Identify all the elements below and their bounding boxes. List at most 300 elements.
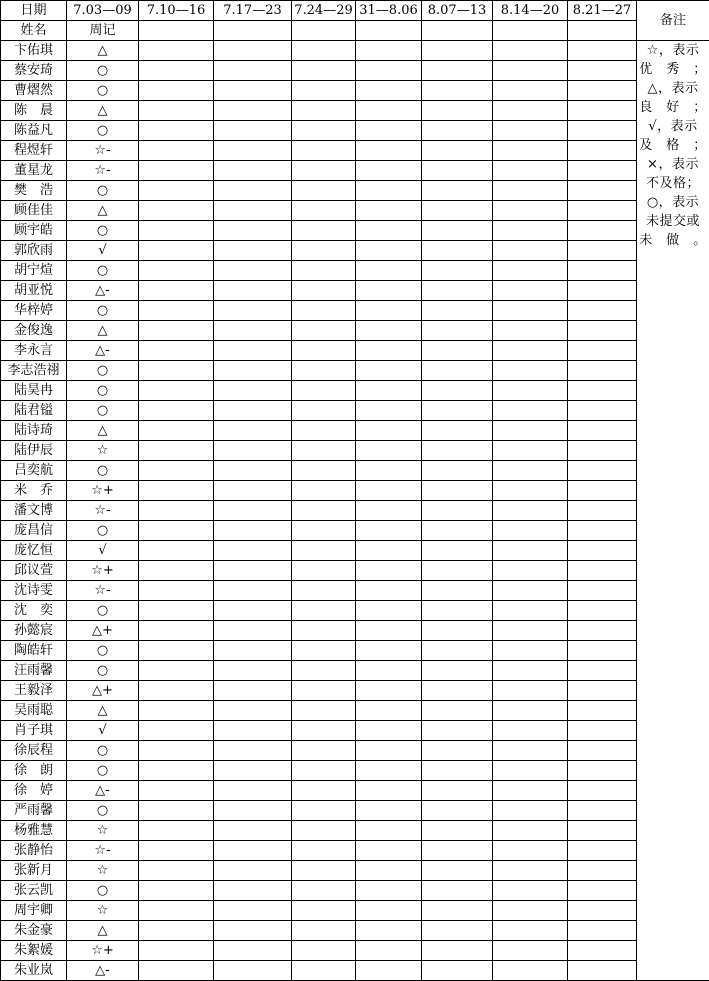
empty-cell	[493, 201, 568, 221]
student-name: 李志浩祤	[1, 361, 67, 381]
empty-cell	[568, 161, 637, 181]
empty-cell	[214, 301, 292, 321]
empty-cell	[568, 241, 637, 261]
table-row	[1, 61, 709, 81]
empty-cell	[139, 621, 214, 641]
empty-cell	[356, 821, 422, 841]
weekly-mark: ☆-	[67, 161, 139, 181]
empty-cell	[422, 401, 493, 421]
empty-cell	[139, 261, 214, 281]
empty-cell	[493, 821, 568, 841]
empty-cell	[493, 141, 568, 161]
empty-cell	[568, 541, 637, 561]
empty-cell	[422, 881, 493, 901]
empty-cell	[356, 421, 422, 441]
empty-cell	[422, 781, 493, 801]
empty-cell	[292, 761, 356, 781]
empty-cell	[214, 921, 292, 941]
student-name: 朱金豪	[1, 921, 67, 941]
empty-cell	[214, 161, 292, 181]
weekly-mark: ○	[67, 601, 139, 621]
empty-cell	[356, 601, 422, 621]
empty-cell	[422, 561, 493, 581]
empty-cell	[139, 181, 214, 201]
student-name: 杨雅慧	[1, 821, 67, 841]
empty-cell	[422, 661, 493, 681]
empty-cell	[422, 941, 493, 961]
empty-cell	[493, 781, 568, 801]
empty-cell	[568, 281, 637, 301]
empty-cell	[568, 21, 637, 41]
empty-cell	[422, 361, 493, 381]
student-name: 陈 晨	[1, 101, 67, 121]
empty-cell	[493, 241, 568, 261]
empty-cell	[422, 701, 493, 721]
table-row	[1, 801, 709, 821]
table-row	[1, 901, 709, 921]
empty-cell	[356, 641, 422, 661]
empty-cell	[568, 181, 637, 201]
empty-cell	[214, 601, 292, 621]
empty-cell	[292, 621, 356, 641]
empty-cell	[356, 841, 422, 861]
weekly-mark: ☆	[67, 821, 139, 841]
empty-cell	[493, 121, 568, 141]
empty-cell	[568, 661, 637, 681]
table-row	[1, 401, 709, 421]
empty-cell	[568, 101, 637, 121]
empty-cell	[214, 241, 292, 261]
empty-cell	[214, 521, 292, 541]
empty-cell	[292, 121, 356, 141]
table-row	[1, 961, 709, 981]
empty-cell	[493, 321, 568, 341]
student-name: 朱业岚	[1, 961, 67, 981]
empty-cell	[493, 81, 568, 101]
empty-cell	[292, 161, 356, 181]
empty-cell	[568, 81, 637, 101]
empty-cell	[568, 121, 637, 141]
empty-cell	[139, 561, 214, 581]
week-header: 7.03—09	[67, 1, 139, 21]
week-header: 7.24—29	[292, 1, 356, 21]
weekly-mark: ○	[67, 181, 139, 201]
student-name: 潘文博	[1, 501, 67, 521]
student-name: 金俊逸	[1, 321, 67, 341]
remark-line: ☆，表示	[637, 41, 709, 60]
empty-cell	[568, 581, 637, 601]
empty-cell	[214, 561, 292, 581]
table-row	[1, 41, 709, 61]
table-row	[1, 281, 709, 301]
empty-cell	[139, 361, 214, 381]
empty-cell	[356, 21, 422, 41]
weekly-mark: ☆	[67, 441, 139, 461]
table-row	[1, 881, 709, 901]
empty-cell	[568, 861, 637, 881]
empty-cell	[356, 621, 422, 641]
empty-cell	[214, 341, 292, 361]
empty-cell	[139, 321, 214, 341]
empty-cell	[292, 521, 356, 541]
empty-cell	[292, 181, 356, 201]
empty-cell	[356, 101, 422, 121]
table-row	[1, 821, 709, 841]
empty-cell	[422, 501, 493, 521]
student-name: 肖子琪	[1, 721, 67, 741]
weekly-mark: ○	[67, 221, 139, 241]
empty-cell	[356, 161, 422, 181]
empty-cell	[214, 781, 292, 801]
table-row	[1, 601, 709, 621]
empty-cell	[422, 521, 493, 541]
weekly-mark: ☆	[67, 901, 139, 921]
student-name: 华梓婷	[1, 301, 67, 321]
empty-cell	[292, 501, 356, 521]
student-name: 樊 浩	[1, 181, 67, 201]
student-rows	[1, 41, 709, 981]
empty-cell	[139, 221, 214, 241]
table-row	[1, 181, 709, 201]
empty-cell	[356, 561, 422, 581]
empty-cell	[356, 921, 422, 941]
empty-cell	[493, 621, 568, 641]
table-row	[1, 141, 709, 161]
student-name: 张新月	[1, 861, 67, 881]
empty-cell	[139, 581, 214, 601]
empty-cell	[422, 621, 493, 641]
empty-cell	[292, 21, 356, 41]
empty-cell	[422, 801, 493, 821]
empty-cell	[493, 581, 568, 601]
weekly-mark: ○	[67, 121, 139, 141]
empty-cell	[493, 701, 568, 721]
empty-cell	[493, 861, 568, 881]
empty-cell	[568, 341, 637, 361]
name-label: 姓名	[1, 21, 67, 41]
student-name: 周宇卿	[1, 901, 67, 921]
empty-cell	[493, 381, 568, 401]
empty-cell	[292, 261, 356, 281]
table-row	[1, 121, 709, 141]
empty-cell	[139, 741, 214, 761]
weekly-mark: △+	[67, 621, 139, 641]
empty-cell	[422, 221, 493, 241]
empty-cell	[139, 141, 214, 161]
empty-cell	[214, 961, 292, 981]
empty-cell	[139, 481, 214, 501]
empty-cell	[139, 961, 214, 981]
empty-cell	[493, 721, 568, 741]
empty-cell	[568, 641, 637, 661]
empty-cell	[422, 761, 493, 781]
table-row	[1, 841, 709, 861]
remark-legend	[637, 41, 709, 981]
student-name: 严雨馨	[1, 801, 67, 821]
weekly-mark: ○	[67, 361, 139, 381]
weekly-label: 周记	[67, 21, 139, 41]
weekly-mark: ☆+	[67, 561, 139, 581]
empty-cell	[356, 201, 422, 221]
week-header: 8.14—20	[493, 1, 568, 21]
empty-cell	[292, 821, 356, 841]
empty-cell	[214, 481, 292, 501]
empty-cell	[356, 181, 422, 201]
empty-cell	[139, 701, 214, 721]
empty-cell	[214, 701, 292, 721]
empty-cell	[493, 221, 568, 241]
weekly-mark: △	[67, 321, 139, 341]
weekly-mark: △-	[67, 961, 139, 981]
empty-cell	[422, 681, 493, 701]
student-name: 米 乔	[1, 481, 67, 501]
empty-cell	[214, 61, 292, 81]
student-name: 董星龙	[1, 161, 67, 181]
empty-cell	[568, 221, 637, 241]
empty-cell	[356, 481, 422, 501]
student-name: 沈 奕	[1, 601, 67, 621]
empty-cell	[568, 301, 637, 321]
empty-cell	[422, 821, 493, 841]
weekly-mark: ○	[67, 521, 139, 541]
empty-cell	[568, 701, 637, 721]
empty-cell	[568, 881, 637, 901]
empty-cell	[214, 41, 292, 61]
empty-cell	[214, 801, 292, 821]
empty-cell	[139, 121, 214, 141]
empty-cell	[292, 901, 356, 921]
empty-cell	[214, 221, 292, 241]
empty-cell	[422, 281, 493, 301]
empty-cell	[493, 481, 568, 501]
weekly-mark: ☆+	[67, 481, 139, 501]
empty-cell	[493, 801, 568, 821]
empty-cell	[292, 241, 356, 261]
empty-cell	[292, 301, 356, 321]
weekly-mark: ☆-	[67, 841, 139, 861]
empty-cell	[139, 781, 214, 801]
empty-cell	[422, 861, 493, 881]
empty-cell	[139, 401, 214, 421]
empty-cell	[356, 41, 422, 61]
week-header: 8.07—13	[422, 1, 493, 21]
empty-cell	[139, 661, 214, 681]
weekly-mark: △-	[67, 341, 139, 361]
empty-cell	[139, 201, 214, 221]
empty-cell	[422, 541, 493, 561]
empty-cell	[292, 101, 356, 121]
table-row	[1, 741, 709, 761]
empty-cell	[356, 221, 422, 241]
empty-cell	[139, 21, 214, 41]
empty-cell	[139, 641, 214, 661]
student-name: 程煜轩	[1, 141, 67, 161]
remark-line: 未提交或	[637, 212, 709, 231]
empty-cell	[493, 441, 568, 461]
weekly-mark: √	[67, 541, 139, 561]
table-row	[1, 361, 709, 381]
empty-cell	[139, 921, 214, 941]
empty-cell	[214, 401, 292, 421]
empty-cell	[356, 261, 422, 281]
empty-cell	[139, 241, 214, 261]
table-row	[1, 541, 709, 561]
empty-cell	[292, 841, 356, 861]
student-name: 朱絮媛	[1, 941, 67, 961]
empty-cell	[356, 541, 422, 561]
empty-cell	[356, 901, 422, 921]
empty-cell	[568, 561, 637, 581]
table-row	[1, 261, 709, 281]
empty-cell	[493, 841, 568, 861]
empty-cell	[422, 141, 493, 161]
student-name: 张静怡	[1, 841, 67, 861]
empty-cell	[139, 801, 214, 821]
empty-cell	[568, 681, 637, 701]
empty-cell	[214, 281, 292, 301]
empty-cell	[493, 561, 568, 581]
empty-cell	[356, 741, 422, 761]
empty-cell	[292, 661, 356, 681]
table-row	[1, 201, 709, 221]
student-name: 胡宁煊	[1, 261, 67, 281]
table-row	[1, 581, 709, 601]
weekly-mark: ○	[67, 741, 139, 761]
weekly-mark: ☆+	[67, 941, 139, 961]
week-header: 7.17—23	[214, 1, 292, 21]
empty-cell	[568, 61, 637, 81]
empty-cell	[214, 141, 292, 161]
student-name: 汪雨馨	[1, 661, 67, 681]
empty-cell	[568, 321, 637, 341]
empty-cell	[292, 561, 356, 581]
student-name: 顾佳佳	[1, 201, 67, 221]
table-row	[1, 241, 709, 261]
empty-cell	[139, 81, 214, 101]
empty-cell	[139, 461, 214, 481]
weekly-mark: ☆-	[67, 141, 139, 161]
empty-cell	[214, 421, 292, 441]
empty-cell	[292, 701, 356, 721]
empty-cell	[292, 141, 356, 161]
student-name: 邱议萱	[1, 561, 67, 581]
empty-cell	[568, 261, 637, 281]
empty-cell	[356, 461, 422, 481]
table-row	[1, 701, 709, 721]
empty-cell	[568, 381, 637, 401]
empty-cell	[292, 401, 356, 421]
empty-cell	[214, 641, 292, 661]
empty-cell	[356, 941, 422, 961]
empty-cell	[493, 681, 568, 701]
empty-cell	[356, 781, 422, 801]
student-name: 庞昌信	[1, 521, 67, 541]
empty-cell	[568, 481, 637, 501]
empty-cell	[356, 121, 422, 141]
remark-line: 优 秀 ；	[637, 60, 709, 79]
empty-cell	[139, 441, 214, 461]
student-name: 沈诗雯	[1, 581, 67, 601]
empty-cell	[422, 421, 493, 441]
empty-cell	[292, 381, 356, 401]
empty-cell	[422, 321, 493, 341]
empty-cell	[214, 381, 292, 401]
empty-cell	[568, 961, 637, 981]
header-row-labels	[1, 21, 709, 41]
table-row	[1, 921, 709, 941]
empty-cell	[214, 821, 292, 841]
table-row	[1, 641, 709, 661]
table-row	[1, 721, 709, 741]
empty-cell	[292, 221, 356, 241]
table-row	[1, 941, 709, 961]
remark-line: △，表示	[637, 79, 709, 98]
weekly-mark: ☆-	[67, 581, 139, 601]
empty-cell	[422, 641, 493, 661]
empty-cell	[292, 341, 356, 361]
empty-cell	[422, 441, 493, 461]
empty-cell	[493, 281, 568, 301]
student-name: 陆昊冉	[1, 381, 67, 401]
empty-cell	[568, 901, 637, 921]
empty-cell	[139, 841, 214, 861]
empty-cell	[214, 201, 292, 221]
weekly-mark: △	[67, 421, 139, 441]
empty-cell	[139, 381, 214, 401]
weekly-mark: ○	[67, 661, 139, 681]
empty-cell	[214, 181, 292, 201]
empty-cell	[214, 101, 292, 121]
empty-cell	[292, 421, 356, 441]
empty-cell	[422, 21, 493, 41]
student-name: 陆诗琦	[1, 421, 67, 441]
empty-cell	[422, 921, 493, 941]
table-row	[1, 861, 709, 881]
empty-cell	[493, 941, 568, 961]
empty-cell	[422, 601, 493, 621]
empty-cell	[292, 961, 356, 981]
empty-cell	[214, 441, 292, 461]
empty-cell	[568, 501, 637, 521]
student-name: 曹熠然	[1, 81, 67, 101]
empty-cell	[356, 141, 422, 161]
weekly-mark: √	[67, 721, 139, 741]
empty-cell	[493, 301, 568, 321]
empty-cell	[568, 461, 637, 481]
weekly-mark: ○	[67, 641, 139, 661]
empty-cell	[214, 21, 292, 41]
empty-cell	[292, 781, 356, 801]
empty-cell	[356, 681, 422, 701]
week-header: 7.10—16	[139, 1, 214, 21]
empty-cell	[493, 341, 568, 361]
empty-cell	[356, 361, 422, 381]
empty-cell	[568, 421, 637, 441]
empty-cell	[493, 961, 568, 981]
empty-cell	[292, 281, 356, 301]
empty-cell	[493, 501, 568, 521]
empty-cell	[139, 761, 214, 781]
empty-cell	[139, 421, 214, 441]
empty-cell	[292, 801, 356, 821]
student-name: 徐 婷	[1, 781, 67, 801]
empty-cell	[422, 181, 493, 201]
empty-cell	[422, 201, 493, 221]
empty-cell	[568, 441, 637, 461]
weekly-mark: △	[67, 201, 139, 221]
empty-cell	[292, 921, 356, 941]
empty-cell	[493, 521, 568, 541]
